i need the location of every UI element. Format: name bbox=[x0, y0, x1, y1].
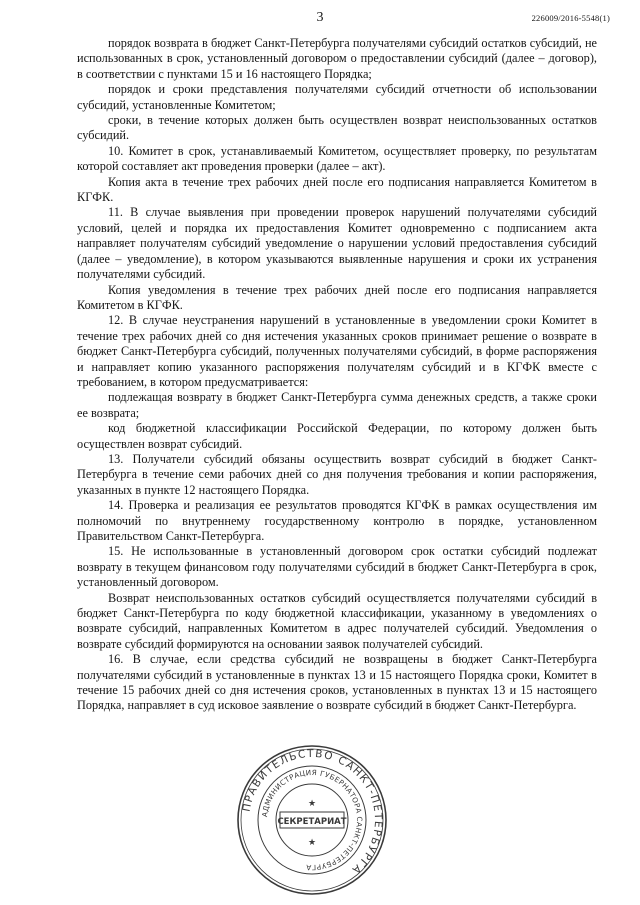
paragraph: 14. Проверка и реализация ее результатов проводятся КГФК в рамках осуществления им полномочий по внутреннему государственному контролю в порядке, установленном Правительством Санкт-Петербурга. bbox=[77, 498, 597, 543]
seal-inner-text: АДМИНИСТРАЦИЯ ГУБЕРНАТОРА САНКТ-ПЕТЕРБУРГА bbox=[260, 767, 365, 873]
paragraph: Копия акта в течение трех рабочих дней после его подписания направляется Комитетом в КГФК. bbox=[77, 174, 597, 205]
seal-graphic bbox=[236, 744, 388, 896]
paragraph: порядок и сроки представления получателями субсидий отчетности об использовании субсидий, установленные Комитетом; bbox=[77, 82, 597, 112]
page-number: 3 bbox=[316, 10, 324, 25]
paragraph: 13. Получатели субсидий обязаны осуществить возврат субсидий в бюджет Санкт-Петербурга в течение семи рабочих дней со дня получения требования и копии распоряжения, указанных в пункте 12 настоящего Порядка. bbox=[77, 451, 597, 497]
svg-text:★: ★ bbox=[307, 799, 317, 809]
paragraph: порядок возврата в бюджет Санкт-Петербурга получателями субсидий остатков субсидий, не использованных в срок, установленный договором о предоставлении субсидий (далее – договор), в соответствии с пунктами 15 и 16 настоящего Порядка; bbox=[77, 36, 597, 81]
seal-center-text: СЕКРЕТАРИАТ bbox=[277, 817, 347, 827]
paragraph: Возврат неиспользованных остатков субсидий осуществляется получателями субсидий в бюджет Санкт-Петербурга по коду бюджетной классификации, указанному в уведомлениях о возврате субсидий, направленных Комитетом в адрес получателей субсидий. Уведомления о возврате субсидий формируются на основании заявок получателей субсидий. bbox=[77, 590, 597, 651]
document-id: 226009/2016-5548(1) bbox=[531, 13, 610, 23]
paragraph: 15. Не использованные в установленный договором срок остатки субсидий подлежат возврату в текущем финансовом году получателями субсидий в бюджет Санкт-Петербурга в срок, установленный договором. bbox=[77, 544, 597, 590]
paragraph: 12. В случае неустранения нарушений в установленные в уведомлении сроки Комитет в течение трех рабочих дней со дня истечения указанных сроков принимает решение о возврате в бюджет Санкт-Петербурга субсидий, полученных получателями субсидий, в форме распоряжения и направляет копию указанного распоряжения получателям субсидий и в КГФК вместе с требованием, в котором предусматривается: bbox=[77, 313, 597, 389]
paragraph: сроки, в течение которых должен быть осуществлен возврат неиспользованных остатков субсидий. bbox=[77, 113, 597, 143]
document-body bbox=[77, 36, 597, 714]
paragraph: код бюджетной классификации Российской Федерации, по которому должен быть осуществлен возврат субсидий. bbox=[77, 421, 597, 451]
paragraph: 11. В случае выявления при проведении проверок нарушений получателями субсидий условий, целей и порядка их предоставления Комитет одновременно с подписанием акта направляет получателям субсидий уведомление о нарушении условий предоставления субсидий (далее – уведомление), в котором указываются выявленные нарушения и сроки их устранения получателями субсидий. bbox=[77, 205, 597, 282]
paragraph: подлежащая возврату в бюджет Санкт-Петербурга сумма денежных средств, а также сроки ее возврата; bbox=[77, 390, 597, 420]
svg-text:★: ★ bbox=[307, 838, 317, 848]
seal-outer-text: ПРАВИТЕЛЬСТВО САНКТ-ПЕТЕРБУРГА bbox=[240, 747, 385, 877]
official-seal-stamp bbox=[236, 744, 388, 896]
paragraph: 16. В случае, если средства субсидий не возвращены в бюджет Санкт-Петербурга получателями субсидий в установленные в пунктах 13 и 15 настоящего Порядка сроки, Комитет в течение 15 рабочих дней со дня истечения сроков, установленных в пунктах 13 и 15 настоящего Порядка, направляет в суд исковое заявление о возврате субсидий в бюджет Санкт-Петербурга. bbox=[77, 652, 597, 713]
paragraph: 10. Комитет в срок, устанавливаемый Комитетом, осуществляет проверку, по результатам которой составляет акт проведения проверки (далее – акт). bbox=[77, 143, 597, 174]
paragraph: Копия уведомления в течение трех рабочих дней после его подписания направляется Комитетом в КГФК. bbox=[77, 282, 597, 312]
